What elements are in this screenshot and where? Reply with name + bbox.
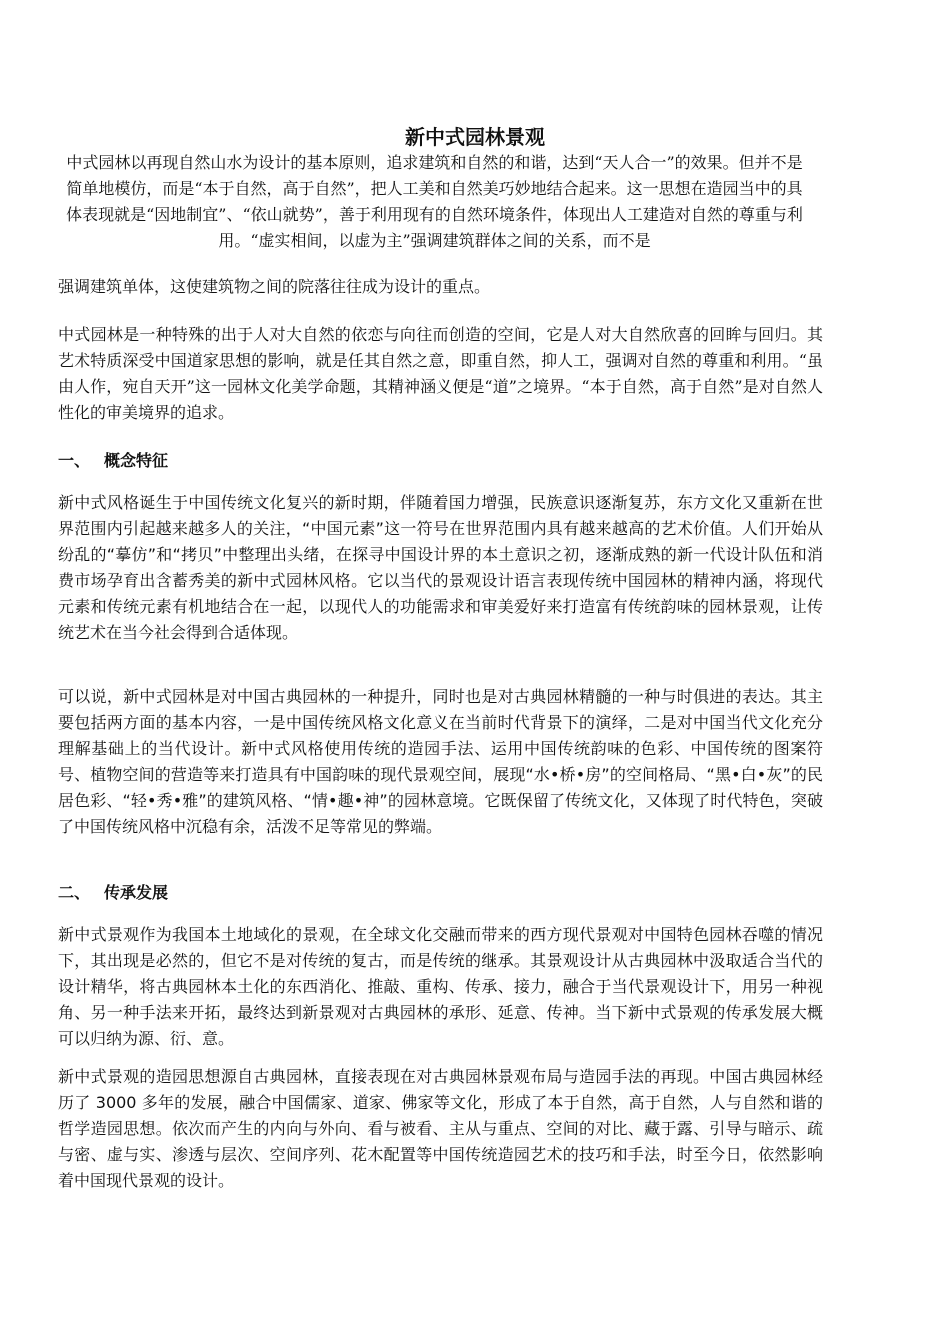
page-title: 新中式园林景观 xyxy=(405,125,545,149)
paragraph-text: 中式园林是一种特殊的出于人对大自然的依恋与向往而创造的空间，它是人对大自然欣喜的回眸与回归。其艺术特质深受中国道家思想的影响，就是任其自然之意，即重自然，抑人工，强调对自然的尊重和利用。“虽由人作，宛自天开”这一园林文化美学命题，其精神涵义便是“道”之境界。“本于自然，高于自然”是对自然人性化的审美境界的追求。 xyxy=(58,325,823,422)
intro-paragraph-tail: 强调建筑单体，这使建筑物之间的院落往往成为设计的重点。 xyxy=(58,277,491,296)
section-title: 概念特征 xyxy=(104,451,169,470)
paragraph-heritage-2 xyxy=(58,1064,823,1194)
intro-paragraph: 中式园林以再现自然山水为设计的基本原则，追求建筑和自然的和谐，达到“天人合一”的效果。但并不是简单地模仿，而是“本于自然，高于自然”，把人工美和自然美巧妙地结合起来。这一思想在造园当中的具体表现就是“因地制宜”、“依山就势”，善于利用现有的自然环境条件，体现出人工建造对自然的尊重与利用。“虚实相间，以虚为主”强调建筑群体之间的关系，而不是 xyxy=(66,153,803,250)
section-heading-2 xyxy=(58,880,168,906)
paragraph-philosophy xyxy=(58,322,823,426)
paragraph-text: 可以说，新中式园林是对中国古典园林的一种提升，同时也是对古典园林精髓的一种与时俱进的表达。其主要包括两方面的基本内容，一是中国传统风格文化意义在当前时代背景下的演绎，二是对中国当代文化充分理解基础上的当代设计。新中式风格使用传统的造园手法、运用中国传统韵味的色彩、中国传统的图案符号、植物空间的营造等来打造具有中国韵味的现代景观空间，展现“水•桥•房”的空间格局、“黑•白•灰”的民居色彩、“轻•秀•雅”的建筑风格、“情•趣•神”的园林意境。它既保留了传统文化，又体现了时代特色，突破了中国传统风格中沉稳有余，活泼不足等常见的弊端。 xyxy=(58,687,823,836)
paragraph-text: 新中式景观作为我国本土地域化的景观，在全球文化交融而带来的西方现代景观对中国特色园林吞噬的情况下，其出现是必然的，但它不是对传统的复古，而是传统的继承。其景观设计从古典园林中汲取适合当代的设计精华，将古典园林本土化的东西消化、推敲、重构、传承、接力，融合于当代景观设计下，用另一种视角、另一种手法来开拓，最终达到新景观对古典园林的承形、延意、传神。当下新中式景观的传承发展大概可以归纳为源、衍、意。 xyxy=(58,925,823,1048)
paragraph-text: 新中式风格诞生于中国传统文化复兴的新时期，伴随着国力增强，民族意识逐渐复苏，东方文化又重新在世界范围内引起越来越多人的关注，“中国元素”这一符号在世界范围内具有越来越高的艺术价值。人们开始从纷乱的“摹仿”和“拷贝”中整理出头绪，在探寻中国设计界的本土意识之初，逐渐成熟的新一代设计队伍和消费市场孕育出含蓄秀美的新中式园林风格。它以当代的景观设计语言表现传统中国园林的精神内涵，将现代元素和传统元素有机地结合在一起，以现代人的功能需求和审美爱好来打造富有传统韵味的园林景观，让传统艺术在当今社会得到合适体现。 xyxy=(58,493,823,642)
section-number: 二、 xyxy=(58,883,91,902)
section-title: 传承发展 xyxy=(104,883,169,902)
paragraph-text: 新中式景观的造园思想源自古典园林，直接表现在对古典园林景观布局与造园手法的再现。中国古典园林经历了 3000 多年的发展，融合中国儒家、道家、佛家等文化，形成了本于自然，高于自然，人与自然和谐的哲学造园思想。依次而产生的内向与外向、看与被看、主从与重点、空间的对比、藏于露、引导与暗示、疏与密、虚与实、渗透与层次、空间序列、花木配置等中国传统造园艺术的技巧和手法，时至今日，依然影响着中国现代景观的设计。 xyxy=(58,1067,823,1190)
section-heading-1 xyxy=(58,448,168,474)
section-number: 一、 xyxy=(58,451,91,470)
paragraph-concept-2 xyxy=(58,684,823,840)
paragraph-concept-1 xyxy=(58,490,823,646)
paragraph-heritage-1 xyxy=(58,922,823,1052)
